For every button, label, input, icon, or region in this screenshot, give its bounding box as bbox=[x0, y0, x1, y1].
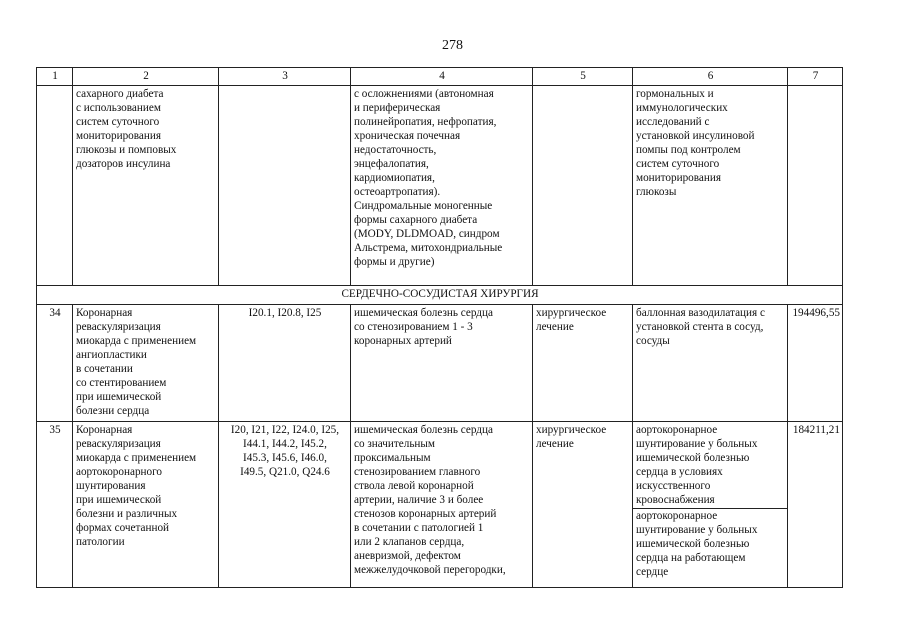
treatment-method: аортокоронарное шунтирование у больных ишемической болезнью сердца в условиях искусственного кровоснабжения bbox=[633, 423, 787, 509]
continuation-num-cell bbox=[37, 86, 73, 286]
service-name: Коронарная реваскуляризация миокарда с применением аортокоронарного шунтирования при ишемической болезни и различных формах сочетанной патологии bbox=[73, 422, 219, 588]
continuation-cost-cell bbox=[788, 86, 843, 286]
table-row bbox=[37, 305, 843, 422]
service-name: Коронарная реваскуляризация миокарда с применением ангиопластики в сочетании со стентированием при ишемической болезни сердца bbox=[73, 305, 219, 422]
column-number-row bbox=[37, 68, 843, 86]
diagnosis: ишемическая болезнь сердца со значительным проксимальным стенозированием главного ствола левой коронарной артерии, наличие 3 и более стенозов коронарных артерий в сочетании с патологией 1 или 2 клапанов сердца, аневризмой, дефектом межжелудочковой перегородки, bbox=[351, 422, 533, 588]
row-number: 34 bbox=[37, 305, 73, 422]
column-number: 3 bbox=[219, 68, 351, 86]
medical-services-table bbox=[36, 67, 843, 588]
continuation-name-cell: сахарного диабета с использованием систем суточного мониторирования глюкозы и помповых дозаторов инсулина bbox=[73, 86, 219, 286]
treatment-type: хирургическое лечение bbox=[533, 422, 633, 588]
continuation-treatment-cell bbox=[533, 86, 633, 286]
continuation-diagnosis-cell: с осложнениями (автономная и периферическая полинейропатия, нефропатия, хроническая почечная недостаточность, энцефалопатия, кардиомиопатия, остеоартропатия). Синдромальные моногенные формы сахарного диабета (MODY, DLDMOAD, синдром Альстрема, митохондриальные формы и другие) bbox=[351, 86, 533, 286]
column-number: 2 bbox=[73, 68, 219, 86]
column-number: 5 bbox=[533, 68, 633, 86]
icd-codes: I20.1, I20.8, I25 bbox=[219, 305, 351, 422]
treatment-method: баллонная вазодилатация с установкой стента в сосуд, сосуды bbox=[633, 305, 788, 422]
treatment-method: аортокоронарное шунтирование у больных ишемической болезнью сердца на работающем сердце bbox=[636, 510, 758, 578]
column-number: 1 bbox=[37, 68, 73, 86]
page-number: 278 bbox=[442, 38, 463, 53]
continuation-method-cell: гормональных и иммунологических исследований с установкой инсулиновой помпы под контролем систем суточного мониторирования глюкозы bbox=[633, 86, 788, 286]
continuation-row bbox=[37, 86, 843, 286]
row-number: 35 bbox=[37, 422, 73, 588]
treatment-type: хирургическое лечение bbox=[533, 305, 633, 422]
section-row bbox=[37, 286, 843, 305]
column-number: 6 bbox=[633, 68, 788, 86]
cost: 184211,21 bbox=[788, 422, 843, 588]
icd-codes: I20, I21, I22, I24.0, I25, I44.1, I44.2, I45.2, I45.3, I45.6, I46.0, I49.5, Q21.0, Q24.6 bbox=[219, 422, 351, 588]
treatment-methods-cell bbox=[633, 422, 788, 588]
column-number: 7 bbox=[788, 68, 843, 86]
column-number: 4 bbox=[351, 68, 533, 86]
cost: 194496,55 bbox=[788, 305, 843, 422]
section-title: СЕРДЕЧНО-СОСУДИСТАЯ ХИРУРГИЯ bbox=[37, 286, 843, 305]
continuation-codes-cell bbox=[219, 86, 351, 286]
table-row bbox=[37, 422, 843, 588]
diagnosis: ишемическая болезнь сердца со стенозированием 1 - 3 коронарных артерий bbox=[351, 305, 533, 422]
